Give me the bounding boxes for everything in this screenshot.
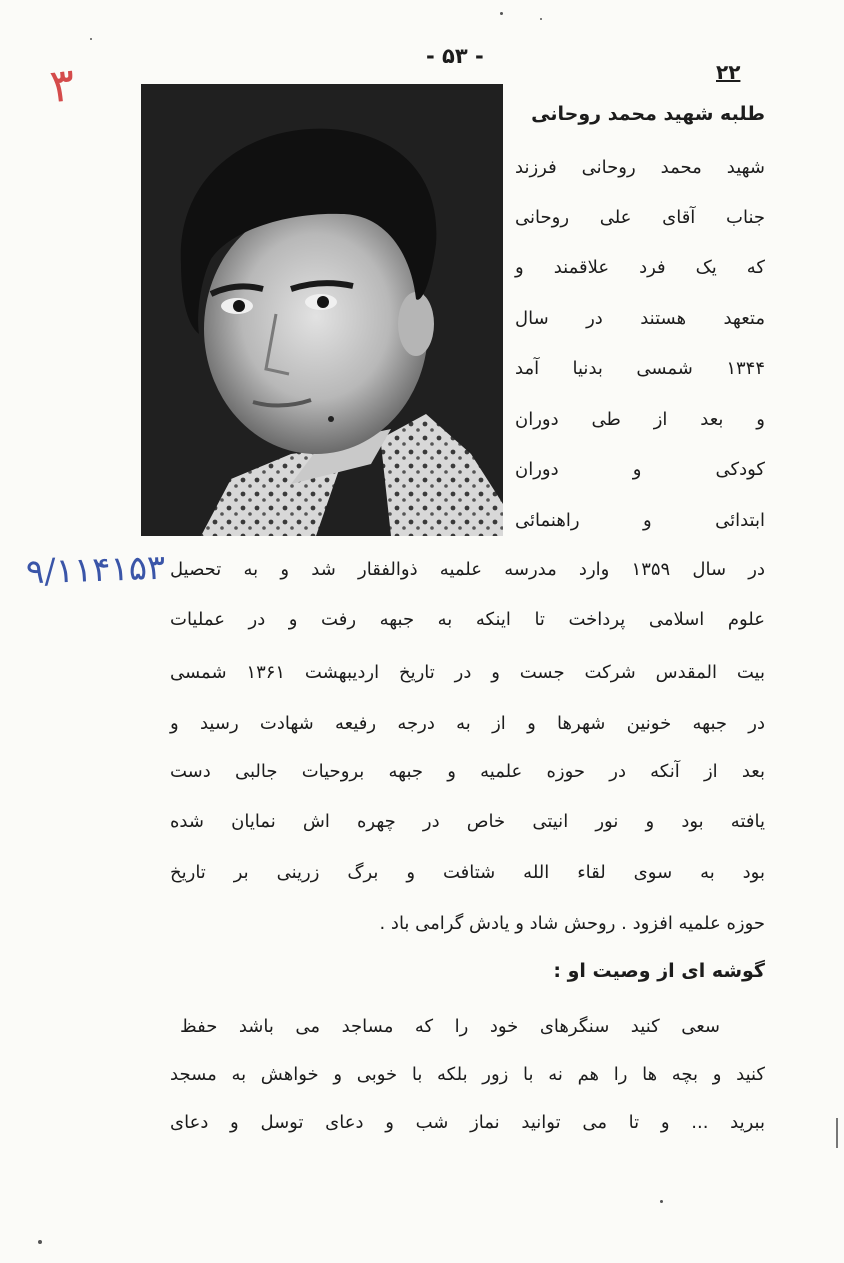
portrait-image (141, 84, 503, 536)
text-line: علوم اسلامی پرداخت تا اینکه به جبهه رفت و در عملیات (170, 609, 765, 630)
document-title: طلبه شهید محمد روحانی (531, 103, 765, 125)
text-line: یافته بود و نور انیتی خاص در چهره اش نمایان شده (170, 811, 765, 832)
page-number: - ۵۳ - (426, 44, 484, 68)
text-line: ۱۳۴۴ شمسی بدنیا آمد (515, 358, 765, 379)
scan-speck (90, 38, 92, 40)
martyr-portrait (141, 84, 503, 536)
scan-speck (500, 12, 503, 15)
text-line: که یک فرد علاقمند و (515, 257, 765, 278)
text-line: شهید محمد روحانی فرزند (515, 157, 765, 178)
scan-speck (38, 1240, 42, 1244)
text-line: بعد از آنکه در حوزه علمیه و جبهه بروحیات جالبی دست (170, 761, 765, 782)
text-line: در سال ۱۳۵۹ وارد مدرسه علمیه ذوالفقار شد و به تحصیل (170, 559, 765, 580)
text-line: سعی کنید سنگرهای خود را که مساجد می باشد حفظ (180, 1016, 720, 1037)
red-ink-mark: ۳ (47, 56, 78, 114)
text-line: ابتدائی و راهنمائی (515, 510, 765, 531)
text-line: حوزه علمیه افزود . روحش شاد و یادش گرامی باد . (379, 913, 765, 934)
text-line: ببرید ... و تا می توانید نماز شب و دعای توسل و دعای (170, 1112, 765, 1133)
text-line: متعهد هستند در سال (515, 308, 765, 329)
section-heading: گوشه ای از وصیت او : (553, 960, 765, 982)
text-line: بود به سوی لقاء الله شتافت و برگ زرینی بر تاریخ (170, 862, 765, 883)
text-line: جناب آقای علی روحانی (515, 207, 765, 228)
text-line: کودکی و دوران (515, 459, 765, 480)
text-line: و بعد از طی دوران (515, 409, 765, 430)
text-line: بیت المقدس شرکت جست و در تاریخ اردیبهشت ۱۳۶۱ شمسی (170, 662, 765, 683)
text-line: در جبهه خونین شهرها و از به درجه رفیعه شهادت رسید و (170, 713, 765, 734)
scan-speck (660, 1200, 663, 1203)
handwritten-number: ۹/۱۱۴۱۵۳ (25, 547, 166, 593)
scan-speck (540, 18, 542, 20)
reference-number: ۲۲ (716, 60, 741, 84)
scan-edge-mark (836, 1118, 838, 1148)
text-line: کنید و بچه ها را هم نه با زور بلکه با خوبی و خواهش به مسجد (170, 1064, 765, 1085)
